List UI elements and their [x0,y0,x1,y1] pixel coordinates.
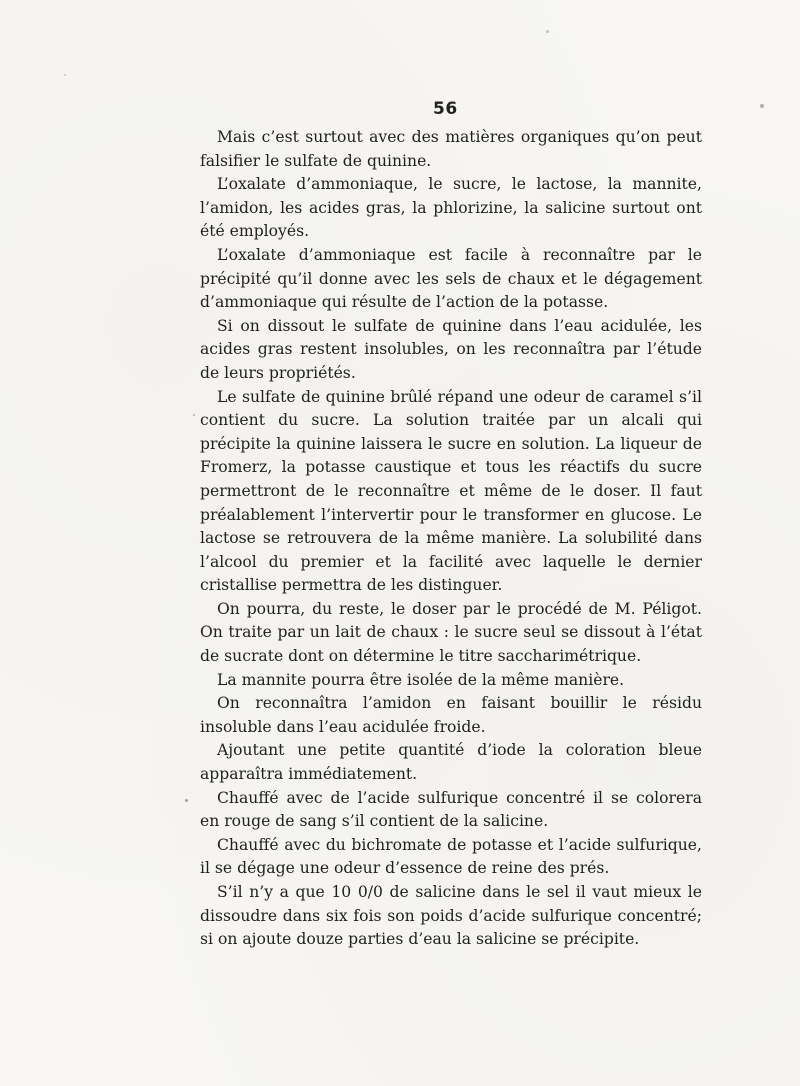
paper-speck [193,414,195,416]
paper-speck [546,30,549,33]
paper-speck [760,104,764,108]
body-text [200,126,702,952]
paragraph: S’il n’y a que 10 0/0 de salicine dans le sel il vaut mieux le dissoudre dans six fois son poids d’acide sulfurique concentré; si on ajoute douze parties d’eau la salicine se précipite. [200,883,702,949]
paragraph: L’oxalate d’ammoniaque, le sucre, le lactose, la mannite, l’amidon, les acides gras, la phlorizine, la salicine surtout ont été employés. [200,175,702,241]
paragraph: Chauffé avec du bichromate de potasse et l’acide sulfurique, il se dégage une odeur d’essence de reine des prés. [200,835,702,878]
paragraph: Si on dissout le sulfate de quinine dans l’eau acidulée, les acides gras restent insolubles, on les reconnaîtra par l’étude de leurs propriétés. [200,316,702,382]
page-number: 56 [433,99,458,119]
paragraph: On reconnaîtra l’amidon en faisant bouillir le résidu insoluble dans l’eau acidulée froide. [200,694,702,736]
paragraph: L’oxalate d’ammoniaque est facile à reconnaître par le précipité qu’il donne avec les sels de chaux et le dégagement d’ammoniaque qui résulte de l’action de la potasse. [200,245,702,312]
paragraph: Chauffé avec de l’acide sulfurique concentré il se colorera en rouge de sang s’il contient de la salicine. [200,788,702,831]
paragraph: Ajoutant une petite quantité d’iode la coloration bleue apparaîtra immédiatement. [200,741,702,784]
paragraph: Le sulfate de quinine brûlé répand une odeur de caramel s’il contient du sucre. La solution traitée par un alcali qui précipite la quinine laissera le sucre en solution. La liqueur de Fromerz, la potasse caustique et tous les réactifs du sucre permettront de le reconnaître et même de le doser. Il faut préalablement l’intervertir pour le transformer en glucose. Le lactose se retrouvera de la même manière. La solubilité dans l’alcool du premier et la facilité avec laquelle le dernier cristallise permettra de les distinguer. [200,387,702,595]
paragraph: La mannite pourra être isolée de la même manière. [217,670,625,689]
paper-speck [64,74,66,76]
paragraph: Mais c’est surtout avec des matières organiques qu’on peut falsifier le sulfate de quinine. [200,128,702,170]
paragraph: On pourra, du reste, le doser par le procédé de M. Péligot. On traite par un lait de chaux : le sucre seul se dissout à l’état de sucrate dont on détermine le titre saccharimétrique. [200,599,702,666]
paper-speck [185,799,188,802]
